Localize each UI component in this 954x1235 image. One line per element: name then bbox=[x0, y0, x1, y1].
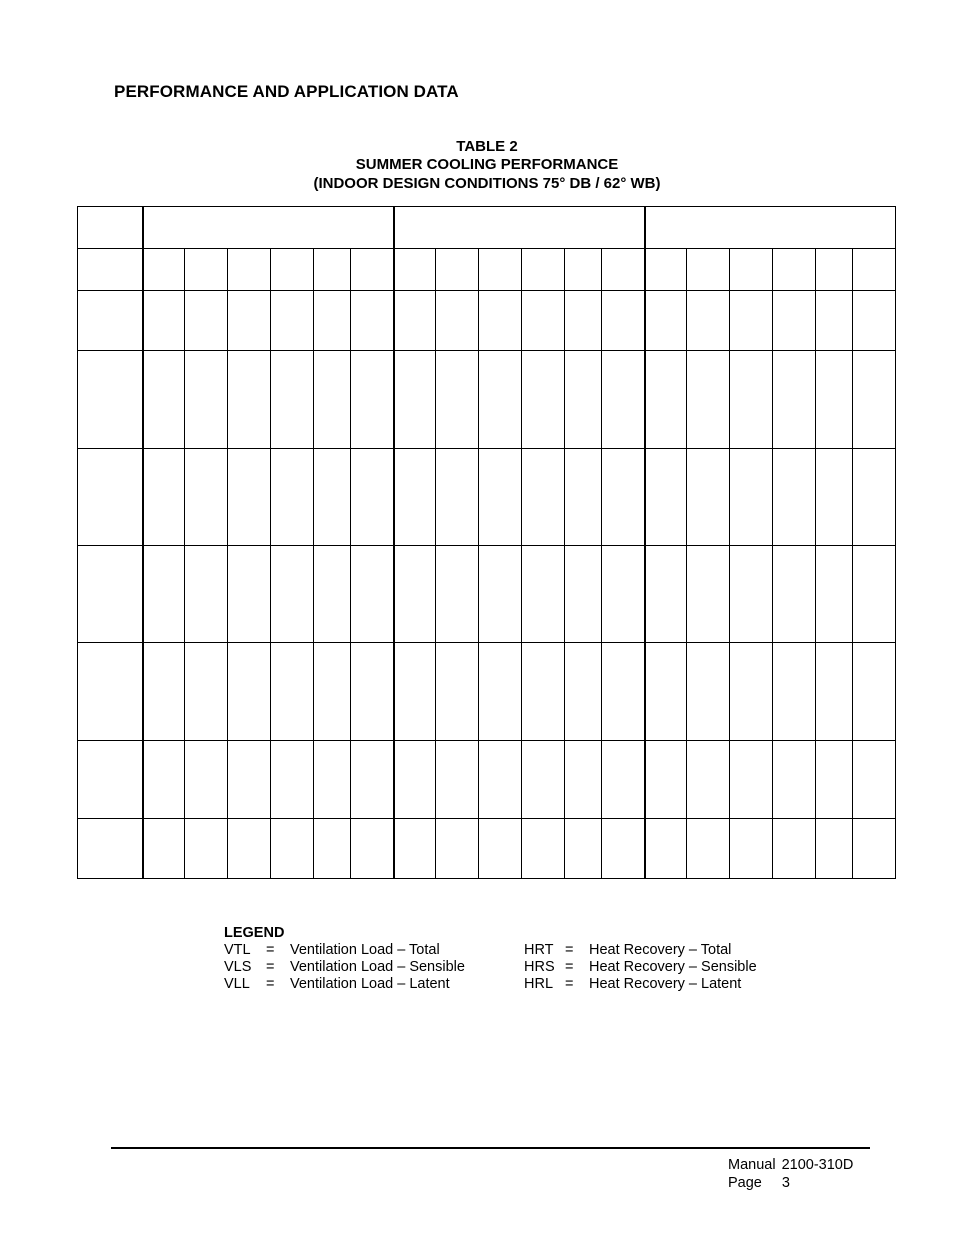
table-cell bbox=[394, 291, 436, 351]
table-cell bbox=[271, 546, 314, 643]
table-cell bbox=[351, 351, 394, 449]
table-cell bbox=[185, 351, 228, 449]
legend-equals: = bbox=[565, 976, 574, 992]
footer-rule bbox=[111, 1147, 870, 1149]
table-group-header-cell bbox=[645, 207, 896, 249]
table-cell bbox=[394, 643, 436, 741]
table-cell bbox=[687, 643, 730, 741]
table-cell bbox=[78, 351, 143, 449]
legend bbox=[224, 925, 757, 993]
table-cell bbox=[773, 741, 816, 819]
table-cell bbox=[645, 351, 687, 449]
table-row bbox=[78, 449, 896, 546]
table-cell bbox=[314, 546, 351, 643]
table-cell bbox=[645, 819, 687, 879]
table-cell bbox=[522, 449, 565, 546]
legend-abbr: VLS bbox=[224, 959, 252, 975]
table-cell bbox=[185, 819, 228, 879]
footer-manual-value: 2100-310D bbox=[781, 1157, 854, 1173]
table-cell bbox=[314, 643, 351, 741]
legend-row bbox=[224, 976, 742, 993]
table-cell bbox=[314, 819, 351, 879]
table-row bbox=[78, 291, 896, 351]
table-cell bbox=[773, 351, 816, 449]
table-cell bbox=[394, 249, 436, 291]
table-cell bbox=[773, 291, 816, 351]
table-cell bbox=[228, 819, 271, 879]
table-cell bbox=[436, 249, 479, 291]
table-cell bbox=[436, 643, 479, 741]
table-cell bbox=[143, 741, 185, 819]
table-cell bbox=[228, 449, 271, 546]
legend-desc: Heat Recovery – Total bbox=[589, 942, 732, 958]
table-row bbox=[78, 546, 896, 643]
legend-abbr: HRS bbox=[524, 959, 555, 975]
footer-manual-label: Manual bbox=[728, 1157, 776, 1173]
section-title: PERFORMANCE AND APPLICATION DATA bbox=[114, 82, 459, 101]
table-cell bbox=[271, 449, 314, 546]
table-cell bbox=[351, 819, 394, 879]
table-cell bbox=[394, 351, 436, 449]
performance-table bbox=[77, 206, 896, 879]
table-cell bbox=[78, 643, 143, 741]
table-cell bbox=[271, 249, 314, 291]
table-cell bbox=[853, 546, 896, 643]
table-cell bbox=[143, 449, 185, 546]
table-cell bbox=[565, 819, 602, 879]
performance-table-body bbox=[78, 207, 896, 879]
table-cell bbox=[436, 291, 479, 351]
table-cell bbox=[602, 546, 645, 643]
table-cell bbox=[773, 643, 816, 741]
table-cell bbox=[645, 249, 687, 291]
legend-title: LEGEND bbox=[224, 925, 285, 941]
table-cell bbox=[314, 291, 351, 351]
table-group-header-cell bbox=[394, 207, 645, 249]
table-cell bbox=[687, 741, 730, 819]
table-cell bbox=[565, 643, 602, 741]
legend-row bbox=[224, 942, 732, 959]
table-cell bbox=[351, 741, 394, 819]
table-cell bbox=[228, 546, 271, 643]
table-cell bbox=[143, 249, 185, 291]
table-cell bbox=[479, 546, 522, 643]
table-cell bbox=[645, 291, 687, 351]
table-cell bbox=[228, 741, 271, 819]
table-cell bbox=[143, 546, 185, 643]
table-cell bbox=[351, 449, 394, 546]
table-cell bbox=[271, 741, 314, 819]
table-cell bbox=[645, 741, 687, 819]
table-cell bbox=[645, 643, 687, 741]
table-cell bbox=[228, 351, 271, 449]
table-cell bbox=[602, 449, 645, 546]
table-cell bbox=[816, 741, 853, 819]
table-cell bbox=[816, 643, 853, 741]
table-cell bbox=[436, 741, 479, 819]
footer-page-label: Page bbox=[728, 1175, 762, 1191]
table-cell bbox=[602, 291, 645, 351]
table-cell bbox=[565, 546, 602, 643]
table-cell bbox=[522, 546, 565, 643]
table-group-header-cell bbox=[143, 207, 394, 249]
table-cell bbox=[687, 449, 730, 546]
table-cell bbox=[143, 351, 185, 449]
table-cell bbox=[351, 546, 394, 643]
table-cell bbox=[773, 546, 816, 643]
table-cell bbox=[565, 291, 602, 351]
table-cell bbox=[687, 819, 730, 879]
table-cell bbox=[143, 643, 185, 741]
table-row bbox=[78, 643, 896, 741]
table-cell bbox=[78, 207, 143, 249]
table-cell bbox=[436, 351, 479, 449]
table-cell bbox=[816, 249, 853, 291]
table-cell bbox=[730, 291, 773, 351]
table-cell bbox=[479, 291, 522, 351]
table-cell bbox=[479, 449, 522, 546]
table-title: SUMMER COOLING PERFORMANCE bbox=[355, 156, 619, 173]
footer-page bbox=[728, 1175, 790, 1192]
table-cell bbox=[853, 249, 896, 291]
table-cell bbox=[602, 249, 645, 291]
table-cell bbox=[436, 449, 479, 546]
table-cell bbox=[730, 351, 773, 449]
table-cell bbox=[853, 351, 896, 449]
legend-desc: Ventilation Load – Total bbox=[290, 942, 440, 958]
table-cell bbox=[565, 741, 602, 819]
table-cell bbox=[565, 249, 602, 291]
table-cell bbox=[314, 741, 351, 819]
legend-abbr: HRT bbox=[524, 942, 554, 958]
table-cell bbox=[436, 546, 479, 643]
table-cell bbox=[394, 449, 436, 546]
table-cell bbox=[143, 291, 185, 351]
table-cell bbox=[602, 351, 645, 449]
legend-equals: = bbox=[266, 976, 275, 992]
table-row bbox=[78, 351, 896, 449]
table-cell bbox=[394, 741, 436, 819]
table-cell bbox=[78, 291, 143, 351]
table-cell bbox=[78, 249, 143, 291]
table-cell bbox=[816, 449, 853, 546]
table-cell bbox=[78, 546, 143, 643]
table-cell bbox=[522, 351, 565, 449]
table-cell bbox=[730, 643, 773, 741]
legend-desc: Heat Recovery – Latent bbox=[589, 976, 742, 992]
table-row bbox=[78, 741, 896, 819]
legend-equals: = bbox=[565, 942, 574, 958]
legend-abbr: VTL bbox=[224, 942, 251, 958]
table-cell bbox=[479, 249, 522, 291]
table-cell bbox=[853, 819, 896, 879]
table-cell bbox=[853, 449, 896, 546]
table-cell bbox=[78, 449, 143, 546]
table-cell bbox=[351, 643, 394, 741]
table-cell bbox=[351, 249, 394, 291]
table-cell bbox=[185, 546, 228, 643]
legend-abbr: HRL bbox=[524, 976, 554, 992]
legend-equals: = bbox=[266, 959, 275, 975]
table-cell bbox=[645, 449, 687, 546]
table-cell bbox=[645, 546, 687, 643]
table-cell bbox=[271, 351, 314, 449]
table-cell bbox=[522, 291, 565, 351]
table-cell bbox=[522, 643, 565, 741]
table-cell bbox=[228, 249, 271, 291]
table-cell bbox=[853, 741, 896, 819]
legend-row bbox=[224, 959, 757, 976]
table-cell bbox=[522, 741, 565, 819]
table-label: TABLE 2 bbox=[456, 138, 518, 155]
table-cell bbox=[565, 351, 602, 449]
table-cell bbox=[730, 249, 773, 291]
table-cell bbox=[816, 819, 853, 879]
table-cell bbox=[773, 819, 816, 879]
table-cell bbox=[436, 819, 479, 879]
table-cell bbox=[271, 819, 314, 879]
table-cell bbox=[78, 819, 143, 879]
table-cell bbox=[185, 249, 228, 291]
table-cell bbox=[687, 291, 730, 351]
table-cell bbox=[730, 449, 773, 546]
table-cell bbox=[394, 819, 436, 879]
table-cell bbox=[479, 643, 522, 741]
table-cell bbox=[143, 819, 185, 879]
legend-desc: Ventilation Load – Latent bbox=[290, 976, 450, 992]
table-cell bbox=[730, 819, 773, 879]
table-cell bbox=[602, 819, 645, 879]
table-cell bbox=[687, 351, 730, 449]
table-cell bbox=[773, 449, 816, 546]
table-cell bbox=[602, 643, 645, 741]
legend-abbr: VLL bbox=[224, 976, 250, 992]
table-cell bbox=[853, 643, 896, 741]
legend-equals: = bbox=[266, 942, 275, 958]
table-cell bbox=[185, 291, 228, 351]
table-cell bbox=[730, 741, 773, 819]
table-cell bbox=[228, 291, 271, 351]
legend-equals: = bbox=[565, 959, 574, 975]
table-cell bbox=[351, 291, 394, 351]
table-cell bbox=[565, 449, 602, 546]
table-cell bbox=[479, 819, 522, 879]
table-cell bbox=[522, 249, 565, 291]
table-row bbox=[78, 207, 896, 249]
table-cell bbox=[185, 741, 228, 819]
footer-manual bbox=[728, 1157, 853, 1174]
footer-page-value: 3 bbox=[781, 1175, 790, 1191]
table-cell bbox=[773, 249, 816, 291]
table-cell bbox=[185, 643, 228, 741]
table-cell bbox=[271, 291, 314, 351]
table-cell bbox=[314, 351, 351, 449]
legend-desc: Ventilation Load – Sensible bbox=[290, 959, 465, 975]
table-row bbox=[78, 249, 896, 291]
table-cell bbox=[687, 249, 730, 291]
table-cell bbox=[271, 643, 314, 741]
table-cell bbox=[853, 291, 896, 351]
table-cell bbox=[78, 741, 143, 819]
table-cell bbox=[602, 741, 645, 819]
table-subtitle: (INDOOR DESIGN CONDITIONS 75° DB / 62° WB) bbox=[313, 175, 661, 192]
table-cell bbox=[314, 249, 351, 291]
table-cell bbox=[479, 351, 522, 449]
table-cell bbox=[314, 449, 351, 546]
table-row bbox=[78, 819, 896, 879]
table-cell bbox=[228, 643, 271, 741]
table-cell bbox=[816, 291, 853, 351]
table-cell bbox=[730, 546, 773, 643]
table-cell bbox=[816, 351, 853, 449]
legend-desc: Heat Recovery – Sensible bbox=[589, 959, 757, 975]
table-cell bbox=[479, 741, 522, 819]
table-cell bbox=[522, 819, 565, 879]
table-cell bbox=[394, 546, 436, 643]
table-cell bbox=[816, 546, 853, 643]
table-cell bbox=[687, 546, 730, 643]
table-cell bbox=[185, 449, 228, 546]
